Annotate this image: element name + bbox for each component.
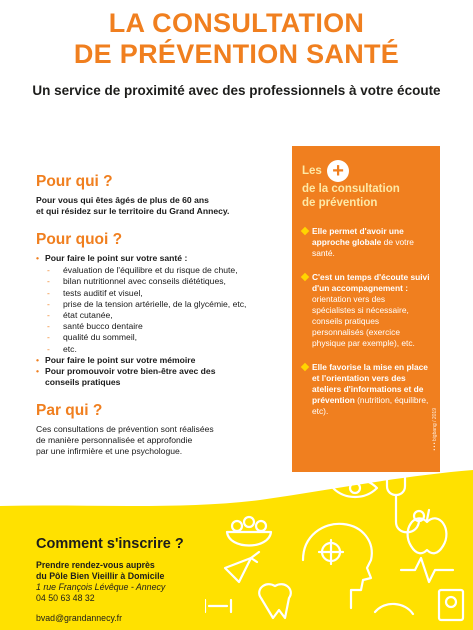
sub-item: - tests auditif et visuel, xyxy=(45,288,276,299)
par-qui-heading: Par qui ? xyxy=(36,402,103,420)
title-line-2: DE PRÉVENTION SANTÉ xyxy=(73,39,400,69)
page-title xyxy=(0,8,473,70)
panel-item-1-bold: Elle permet d'avoir une approche globale xyxy=(312,226,404,247)
tape-measure-icon xyxy=(375,604,413,614)
section-pour-qui xyxy=(36,173,276,217)
footer-heading: Comment s'inscrire ? xyxy=(36,536,184,552)
panel-item-3-rest: (nutrition, équilibre, etc). xyxy=(312,395,429,416)
panel-heading xyxy=(302,160,430,210)
heartbeat-icon xyxy=(401,558,453,582)
pour-quoi-item-2: Pour faire le point sur votre mémoire xyxy=(45,354,196,365)
par-qui-line-2: de manière personnalisée et approfondie xyxy=(36,435,193,446)
sub-item: - état cutanée, xyxy=(45,310,276,321)
pour-quoi-sublist xyxy=(45,265,276,355)
design-credit: • • • bigbang / 2019 xyxy=(432,408,438,451)
pour-qui-line-2: et qui résidez sur le territoire du Grand Annecy. xyxy=(36,206,230,216)
panel-heading-line-3: de prévention xyxy=(302,197,378,209)
list-item xyxy=(36,253,276,355)
pour-quoi-list xyxy=(36,253,276,388)
sub-item: - évaluation de l'équilibre et du risque de chute, xyxy=(45,265,276,276)
par-qui-line-1: Ces consultations de prévention sont réalisées xyxy=(36,424,214,435)
panel-list xyxy=(302,226,430,417)
sub-item: - santé bucco dentaire xyxy=(45,321,276,332)
panel-list-item xyxy=(302,226,430,259)
pour-qui-heading: Pour qui ? xyxy=(36,173,113,190)
pour-quoi-item-3-line-1: Pour promouvoir votre bien-être avec des xyxy=(45,366,216,377)
plus-icon: + xyxy=(327,160,349,182)
panel-item-2-rest: orientation vers des spécialistes si nécessaire, conseils pratiques personnalisés (exercice physique par exemple), etc. xyxy=(312,294,415,348)
pour-quoi-heading: Pour quoi ? xyxy=(36,231,123,248)
panel-item-2-bold: C'est un temps d'écoute suivi d'un accompagnement : xyxy=(312,272,430,293)
panel-list-item xyxy=(302,362,430,417)
panel-heading-les: Les xyxy=(302,165,322,178)
sub-item: - qualité du sommeil, xyxy=(45,332,276,343)
eye-icon xyxy=(333,479,377,497)
sub-item: - prise de la tension artérielle, de la glycémie, etc, xyxy=(45,299,276,310)
pour-qui-line-1: Pour vous qui êtes âgés de plus de 60 ans xyxy=(36,195,209,205)
panel-item-1-rest: de votre santé. xyxy=(312,237,414,258)
panel-list-item xyxy=(302,272,430,349)
advantages-panel xyxy=(292,146,440,472)
footer-line-1: Prendre rendez-vous auprès xyxy=(36,560,155,570)
panel-item-3-bold: Elle favorise la mise en place et l'orientation vers des ateliers d'informations et de prévention xyxy=(312,362,428,405)
sub-item: - etc. xyxy=(45,344,276,355)
food-bowl-icon xyxy=(227,517,271,546)
footer-contact xyxy=(36,536,184,624)
left-column xyxy=(36,173,276,471)
pour-quoi-item-1: Pour faire le point sur votre santé : xyxy=(45,253,188,263)
footer-line-2: du Pôle Bien Vieillir à Domicile xyxy=(36,571,165,581)
footer-phone[interactable]: 04 50 63 48 32 xyxy=(36,593,95,603)
sub-item: - bilan nutritionnel avec conseils diététiques, xyxy=(45,276,276,287)
carrot-icon xyxy=(225,552,259,582)
pour-quoi-item-3-line-2: conseils pratiques xyxy=(45,377,121,388)
section-pour-quoi xyxy=(36,231,276,388)
dumbbell-icon xyxy=(205,600,231,612)
footer-email[interactable]: bvad@grandannecy.fr xyxy=(36,613,123,623)
par-qui-line-3: par une infirmière et une psychologue. xyxy=(36,446,183,457)
page-subtitle: Un service de proximité avec des professionnels à votre écoute xyxy=(32,83,441,98)
title-line-1: LA CONSULTATION xyxy=(108,8,365,38)
footer-address: 1 rue François Lévêque - Annecy xyxy=(36,582,166,592)
tooth-icon xyxy=(259,584,291,618)
person-frame-icon xyxy=(439,590,463,620)
panel-heading-line-2: de la consultation xyxy=(302,183,400,195)
list-item xyxy=(36,355,276,366)
list-item xyxy=(36,366,276,388)
head-profile-icon xyxy=(303,524,372,608)
